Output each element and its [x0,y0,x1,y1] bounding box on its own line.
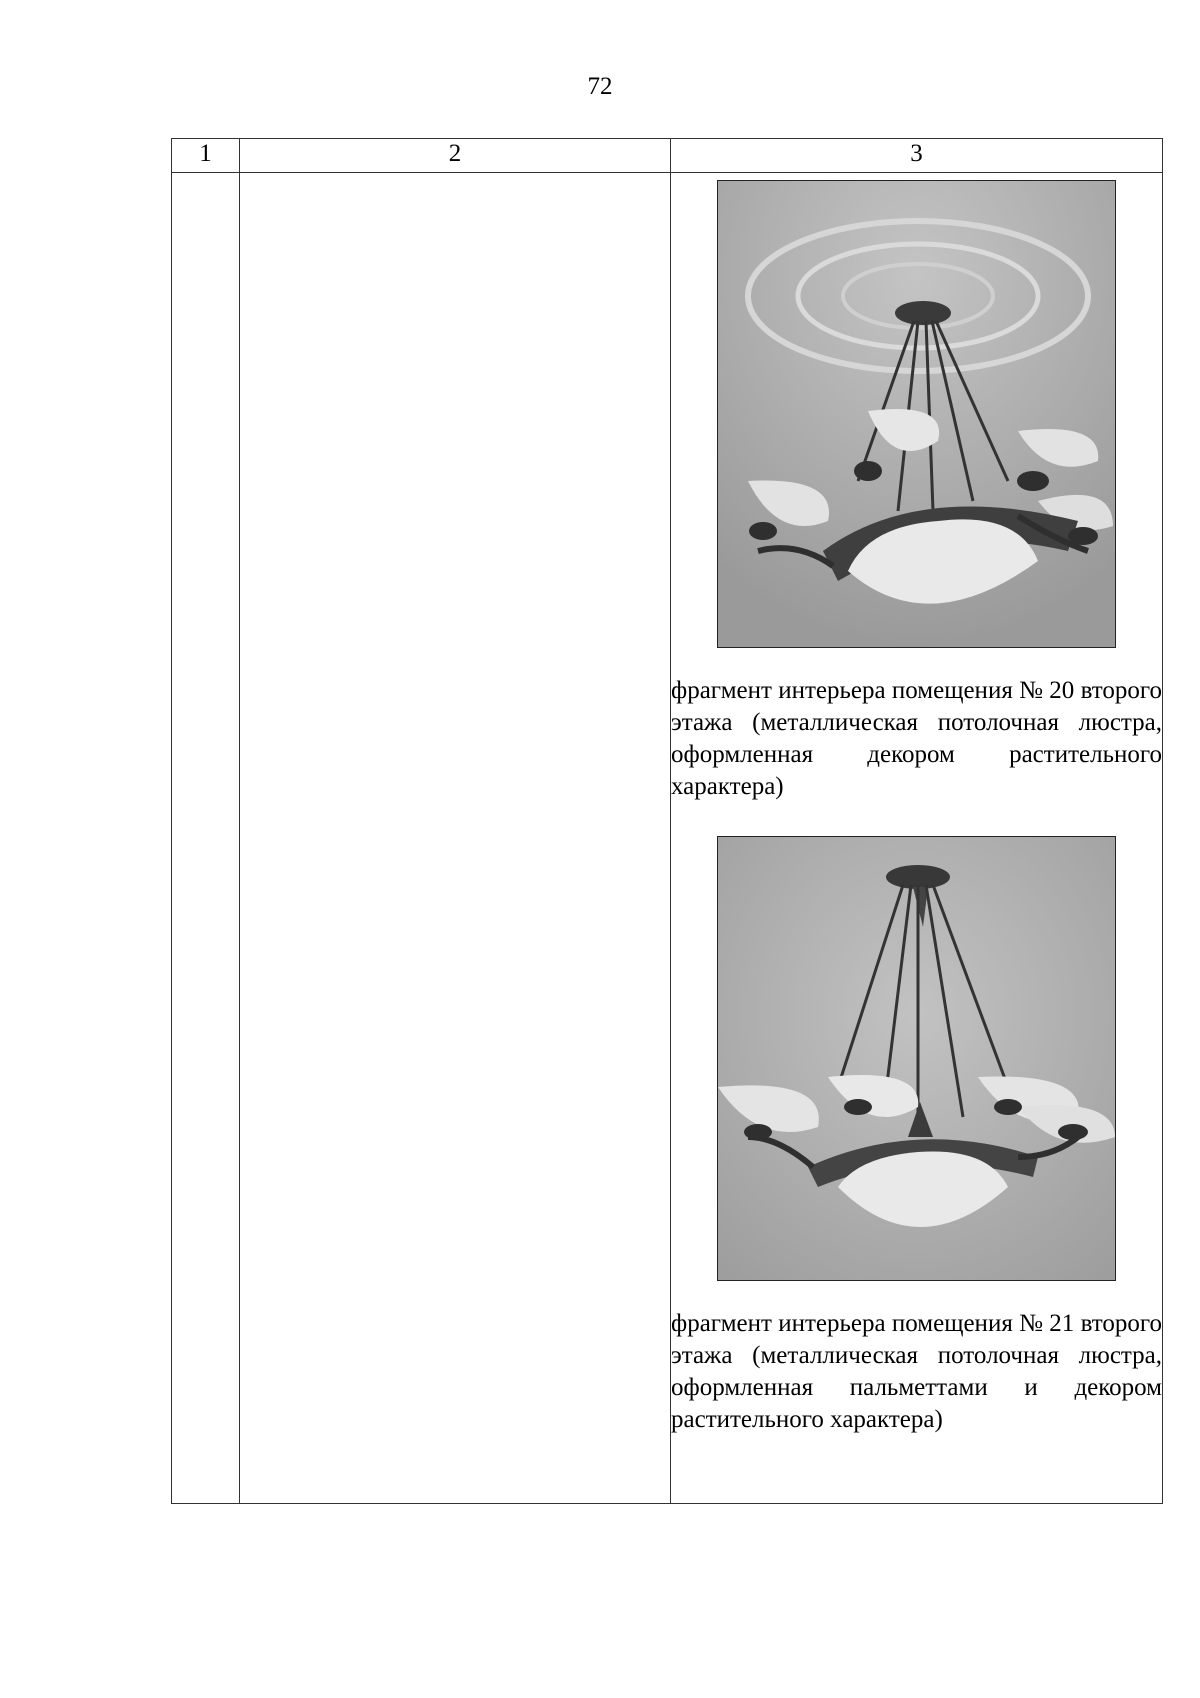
chandelier-photo-room-20 [717,180,1116,648]
chandelier-photo-icon [718,181,1115,647]
column-header-1: 1 [172,139,240,173]
chandelier-photo-icon [718,837,1115,1280]
column-header-2: 2 [240,139,671,173]
cell-col2 [240,173,671,1504]
photo-caption-room-20: фрагмент интерьера помещения № 20 второго этажа (металлическая потолочная люстра, оформленная декором растительного характера) [671,677,1162,800]
photo-caption-room-21: фрагмент интерьера помещения № 21 второго этажа (металлическая потолочная люстра, оформленная пальметтами и декором растительного характера) [671,1310,1162,1433]
table-header-row [172,139,1163,173]
page-number: 72 [587,73,613,100]
document-table [171,138,1163,1504]
table-row [172,173,1163,1504]
cell-col1 [172,173,240,1504]
column-header-3: 3 [671,139,1163,173]
cell-col3 [671,173,1163,1504]
chandelier-photo-room-21 [717,836,1116,1281]
